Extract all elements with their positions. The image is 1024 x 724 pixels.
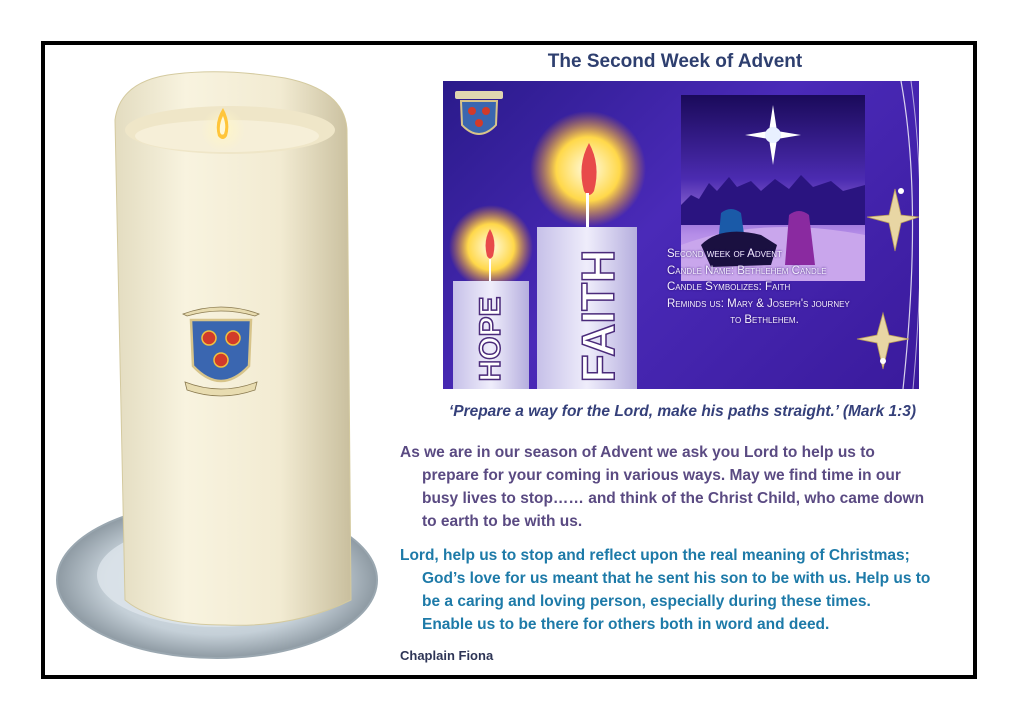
- paragraph-line: Lord, help us to stop and reflect upon the real meaning of Christmas;: [400, 547, 910, 564]
- paragraph-line: to earth to be with us.: [422, 513, 583, 530]
- star-decorations: [843, 81, 919, 389]
- paragraph-line: As we are in our season of Advent we ask you Lord to help us to: [400, 444, 875, 461]
- scripture-quote: ‘Prepare a way for the Lord, make his paths straight.’ (Mark 1:3): [448, 403, 917, 420]
- hope-label: HOPE: [474, 296, 507, 382]
- banner-caption: [667, 246, 882, 329]
- caption-line-3: Candle Symbolizes: Faith: [667, 281, 791, 293]
- caption-line-2: Candle Name: Bethlehem Candle: [667, 264, 827, 277]
- caption-line-4: Reminds us: Mary & Joseph's journey: [667, 297, 850, 310]
- candle-photo: [55, 60, 385, 660]
- paragraph-line: God’s love for us meant that he sent his son to be with us. Help us to: [422, 570, 931, 587]
- advent-banner: [443, 81, 919, 389]
- faith-label: FAITH: [572, 249, 624, 383]
- paragraph-line: busy lives to stop…… and think of the Christ Child, who came down: [422, 490, 925, 507]
- paragraph-line: prepare for your coming in various ways. May we find time in our: [422, 467, 901, 484]
- page-title: The Second Week of Advent: [547, 51, 803, 72]
- signature: Chaplain Fiona: [400, 648, 494, 663]
- caption-line-1: Second week of Advent: [667, 248, 782, 260]
- prayer-paragraph: [400, 544, 975, 636]
- paragraph-line: be a caring and loving person, especially during these times.: [422, 593, 871, 610]
- caption-line-5: to Bethlehem.: [730, 314, 799, 326]
- paragraph-line: Enable us to be there for others both in word and deed.: [422, 616, 830, 633]
- reflection-paragraph: [400, 441, 975, 533]
